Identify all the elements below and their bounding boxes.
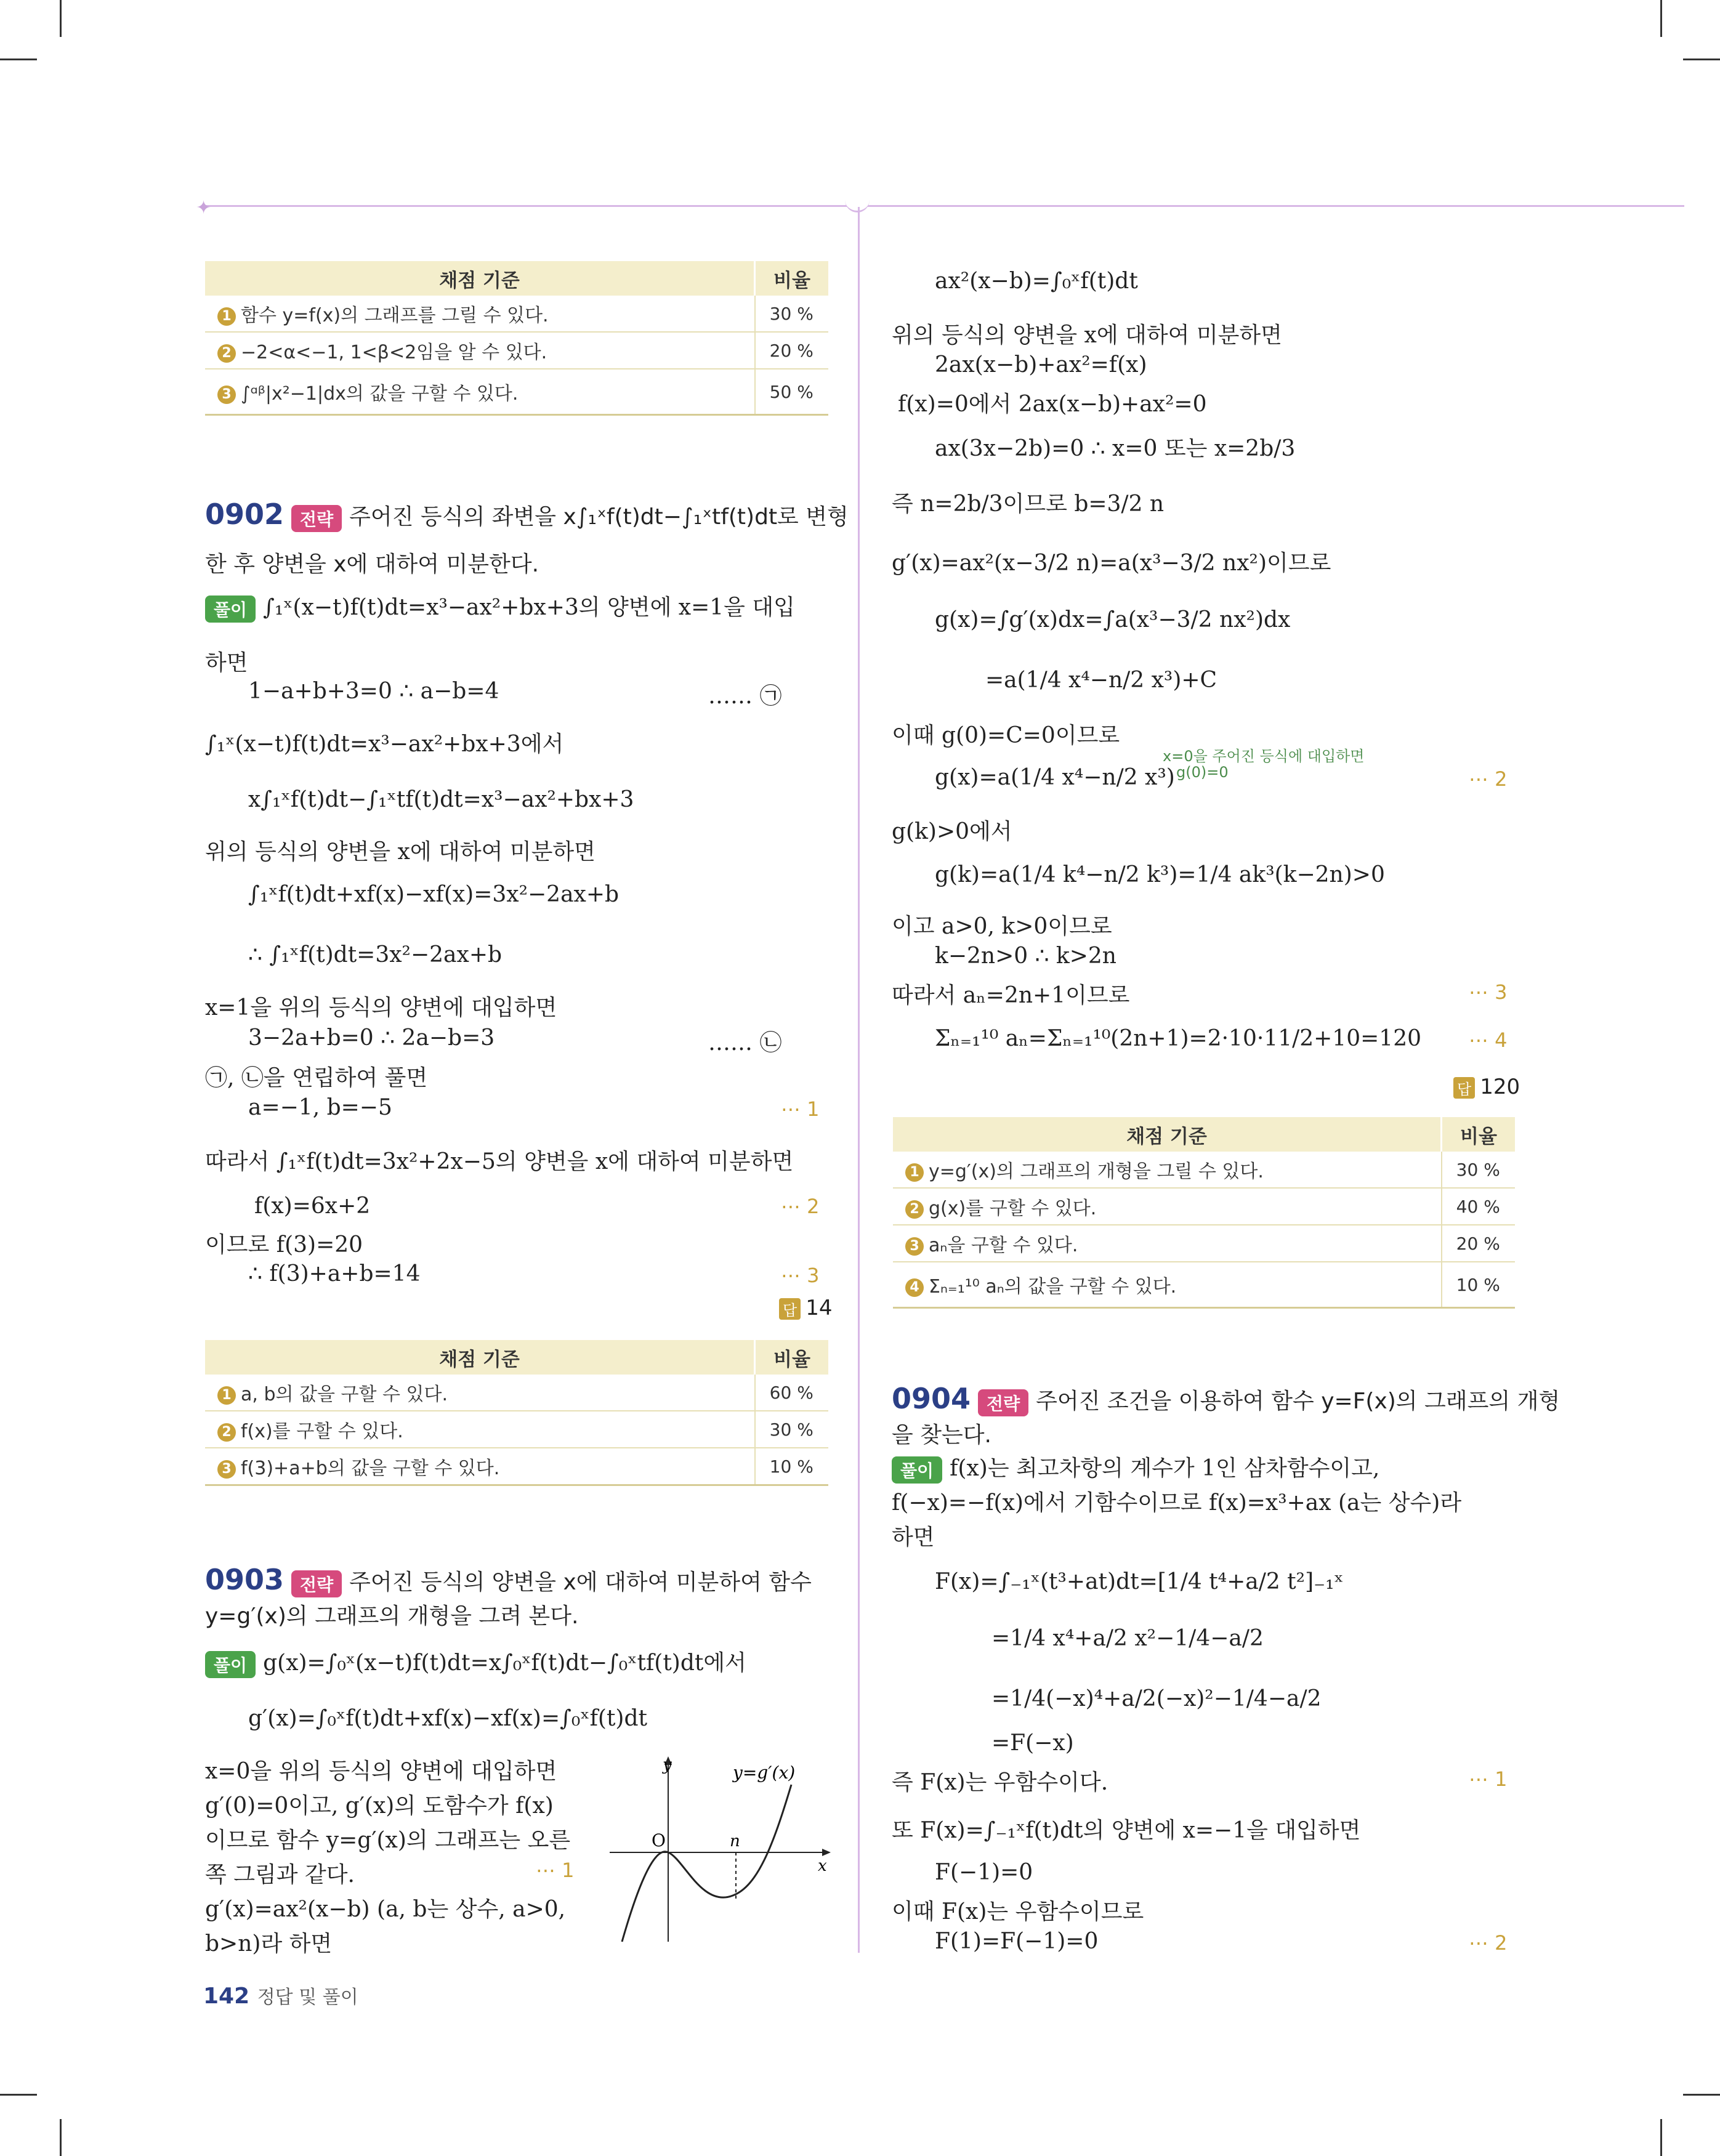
answer-value: 120 [1480,1075,1520,1099]
strategy-text-cont: y=g′(x)의 그래프의 개형을 그려 본다. [205,1604,579,1629]
strategy-tag: 전략 [291,505,342,532]
table-header-criteria: 채점 기준 [205,1340,755,1375]
solution-line: g(x)=∫g′(x)dx=∫a(x³−3/2 nx²)dx [935,607,1291,632]
solution-line [892,1451,1379,1484]
n-label: n [730,1832,740,1851]
step-mark: ⋯ 1 [536,1859,575,1882]
solution-line: 따라서 aₙ=2n+1이므로 [892,983,1130,1008]
solution-line: F(1)=F(−1)=0 [935,1929,1099,1954]
solution-line: b>n)라 하면 [205,1931,333,1956]
step-mark: ⋯ 1 [1469,1767,1508,1791]
criteria-text: −2<α<−1, 1<β<2임을 알 수 있다. [241,342,547,363]
solution-tag: 풀이 [205,1651,256,1678]
math-text: ∫₁ˣ(x−t)f(t)dt=x³−ax²+bx+3의 양변에 x=1을 대입 [263,595,795,620]
ratio-value: 30 % [1442,1152,1516,1188]
crop-mark [1683,2094,1720,2096]
solution-line: 따라서 ∫₁ˣf(t)dt=3x²+2x−5의 양변을 x에 대하여 미분하면 [205,1149,794,1174]
strategy-text: 주어진 조건을 이용하여 함수 y=F(x)의 그래프의 개형 [1036,1389,1561,1414]
solution-line: 쪽 그림과 같다. [205,1862,355,1888]
solution-line [205,1645,746,1678]
grading-table-0901 [205,261,828,416]
x-label: x [818,1857,827,1875]
step-mark: ⋯ 4 [1469,1028,1508,1052]
table-row [893,1225,1515,1262]
step-mark: ⋯ 3 [1469,980,1508,1004]
solution-line: 또 F(x)=∫₋₁ˣf(t)dt의 양변에 x=−1을 대입하면 [892,1818,1361,1843]
solution-line: k−2n>0 ∴ k>2n [935,943,1116,969]
solution-line: ㉠, ㉡을 연립하여 풀면 [205,1065,428,1091]
table-row [205,1375,828,1411]
answer-value: 14 [805,1296,833,1320]
criteria-text: y=g′(x)의 그래프의 개형을 그릴 수 있다. [929,1161,1264,1182]
criteria-text: f(x)를 구할 수 있다. [241,1421,403,1442]
answer-icon: 답 [779,1298,801,1320]
section-label: 정답 및 풀이 [257,1987,358,2008]
crop-mark [60,2119,62,2156]
solution-line: 2ax(x−b)+ax²=f(x) [935,352,1147,378]
solution-line: g(x)=a(1/4 x⁴−n/2 x³) [935,765,1175,790]
solution-line: f(x)=0에서 2ax(x−b)+ax²=0 [898,392,1207,417]
solution-line: 1−a+b+3=0 ∴ a−b=4 [248,679,499,704]
solution-line: g(k)=a(1/4 k⁴−n/2 k³)=1/4 ak³(k−2n)>0 [935,862,1385,887]
solution-line: 즉 n=2b/3이므로 b=3/2 n [892,491,1165,517]
problem-number: 0903 [205,1563,285,1596]
criteria-text: ∫ᵅᵝ|x²−1|dx의 값을 구할 수 있다. [241,383,519,405]
step-1-icon: 1 [905,1163,924,1182]
side-note: x=0을 주어진 등식에 대입하면 [1163,748,1365,765]
origin-label: O [652,1830,666,1851]
solution-line: ax²(x−b)=∫₀ˣf(t)dt [935,268,1138,294]
crop-mark [0,2094,37,2096]
solution-line: F(x)=∫₋₁ˣ(t³+at)dt=[1/4 t⁴+a/2 t²]₋₁ˣ [935,1569,1344,1594]
solution-line: ∫₁ˣf(t)dt+xf(x)−xf(x)=3x²−2ax+b [248,882,620,907]
step-1-icon: 1 [217,307,236,326]
criteria-text: 함수 y=f(x)의 그래프를 그릴 수 있다. [241,305,549,326]
header-notch [845,196,870,212]
step-3-icon: 3 [905,1237,924,1256]
solution-line: 이고 a>0, k>0이므로 [892,914,1112,939]
solution-line: g′(0)=0이고, g′(x)의 도함수가 f(x) [205,1793,554,1819]
y-label: y [663,1756,672,1774]
table-row [893,1152,1515,1188]
solution-line: 이때 F(x)는 우함수이므로 [892,1899,1144,1924]
solution-line: ∫₁ˣ(x−t)f(t)dt=x³−ax²+bx+3에서 [205,732,564,757]
step-2-icon: 2 [217,344,236,363]
step-4-icon: 4 [905,1278,924,1297]
grading-table-0903 [893,1117,1515,1309]
step-mark: ⋯ 1 [781,1097,820,1121]
strategy-text: 주어진 등식의 좌변을 x∫₁ˣf(t)dt−∫₁ˣtf(t)dt로 변형 [349,504,849,530]
strategy-text: 주어진 등식의 양변을 x에 대하여 미분하여 함수 [349,1570,812,1595]
solution-line: f(−x)=−f(x)에서 기함수이므로 f(x)=x³+ax (a는 상수)라 [892,1490,1462,1516]
solution-line: F(−1)=0 [935,1860,1033,1885]
table-header-ratio: 비율 [755,261,829,296]
solution-line: g(k)>0에서 [892,819,1012,844]
step-3-icon: 3 [217,1460,236,1479]
solution-line: f(x)=6x+2 [254,1193,371,1219]
solution-line: 이므로 f(3)=20 [205,1232,363,1258]
solution-line: 이때 g(0)=C=0이므로 [892,723,1120,748]
criteria-text: aₙ을 구할 수 있다. [929,1235,1078,1256]
table-row [205,369,828,415]
solution-line: g′(x)=ax²(x−b) (a, b는 상수, a>0, [205,1897,566,1922]
table-row [205,296,828,332]
header-rule-right [865,205,1684,207]
ratio-value: 50 % [755,369,829,415]
criteria-text: f(3)+a+b의 값을 구할 수 있다. [241,1458,500,1479]
criteria-text: Σₙ₌₁¹⁰ aₙ의 값을 구할 수 있다. [929,1276,1177,1298]
math-text: f(x)는 최고차항의 계수가 1인 삼차함수이고, [950,1456,1380,1481]
step-mark: ⋯ 2 [1469,767,1508,791]
criteria-text: g(x)를 구할 수 있다. [929,1198,1097,1219]
problem-number: 0902 [205,498,285,531]
crop-mark [1660,0,1662,37]
solution-line: 이므로 함수 y=g′(x)의 그래프는 오른 [205,1828,571,1853]
step-mark: ⋯ 3 [781,1264,820,1287]
crop-mark [1683,59,1720,60]
equation-ref: …… ㉡ [708,1030,782,1056]
solution-line: =a(1/4 x⁴−n/2 x³)+C [985,668,1217,693]
solution-line: 위의 등식의 양변을 x에 대하여 미분하면 [205,839,596,865]
solution-line: 하면 [892,1525,935,1550]
solution-line: 하면 [205,650,248,676]
star-icon: ✦ [196,197,212,219]
header-rule-left [203,205,850,207]
solution-line: 즉 F(x)는 우함수이다. [892,1770,1108,1795]
ratio-value: 60 % [755,1375,829,1411]
solution-line: a=−1, b=−5 [248,1095,392,1120]
equation-ref: …… ㉠ [708,684,782,709]
step-mark: ⋯ 2 [1469,1931,1508,1955]
table-header-ratio: 비율 [755,1340,829,1375]
solution-line: x=1을 위의 등식의 양변에 대입하면 [205,995,557,1020]
solution-line: ax(3x−2b)=0 ∴ x=0 또는 x=2b/3 [935,436,1296,461]
table-row [893,1188,1515,1225]
column-divider [858,207,860,1953]
curve-label: y=g′(x) [733,1762,796,1783]
graph-g-prime [604,1754,831,1945]
solution-line: Σₙ₌₁¹⁰ aₙ=Σₙ₌₁¹⁰(2n+1)=2·10·11/2+10=120 [935,1026,1421,1051]
solution-line [205,590,795,623]
curve-g-prime [622,1785,791,1942]
answer [779,1296,832,1320]
step-mark: ⋯ 2 [781,1195,820,1218]
solution-line: x∫₁ˣf(t)dt−∫₁ˣtf(t)dt=x³−ax²+bx+3 [248,787,634,812]
ratio-value: 20 % [1442,1225,1516,1262]
table-header-ratio: 비율 [1442,1117,1516,1152]
strategy-text-cont: 을 찾는다. [892,1423,991,1448]
ratio-value: 30 % [755,1411,829,1448]
answer [1453,1075,1520,1099]
page-number: 142 [203,1984,250,2009]
ratio-value: 20 % [755,332,829,369]
step-2-icon: 2 [905,1200,924,1219]
solution-tag: 풀이 [205,596,256,623]
solution-line: 위의 등식의 양변을 x에 대하여 미분하면 [892,323,1282,348]
step-3-icon: 3 [217,386,236,404]
solution-line: x=0을 위의 등식의 양변에 대입하면 [205,1759,557,1784]
table-row [893,1262,1515,1308]
math-text: g(x)=∫₀ˣ(x−t)f(t)dt=x∫₀ˣf(t)dt−∫₀ˣtf(t)dt에서 [263,1650,746,1676]
answer-icon: 답 [1453,1077,1475,1099]
solution-line: 3−2a+b=0 ∴ 2a−b=3 [248,1025,495,1051]
solution-line: =F(−x) [991,1730,1074,1756]
page-footer [203,1982,358,2009]
crop-mark [0,59,37,60]
solution-line: =1/4(−x)⁴+a/2(−x)²−1/4−a/2 [991,1686,1322,1711]
solution-line: ∴ ∫₁ˣf(t)dt=3x²−2ax+b [248,942,503,967]
ratio-value: 10 % [1442,1262,1516,1308]
solution-line: =1/4 x⁴+a/2 x²−1/4−a/2 [991,1626,1264,1651]
criteria-text: a, b의 값을 구할 수 있다. [241,1384,448,1405]
strategy-tag: 전략 [291,1570,342,1597]
table-row [205,1448,828,1485]
table-row [205,332,828,369]
ratio-value: 10 % [755,1448,829,1485]
problem-number: 0904 [892,1382,971,1415]
table-row [205,1411,828,1448]
solution-line: g′(x)=∫₀ˣf(t)dt+xf(x)−xf(x)=∫₀ˣf(t)dt [248,1706,647,1731]
side-note: g(0)=0 [1176,764,1229,781]
grading-table-0902 [205,1340,828,1486]
table-header-criteria: 채점 기준 [893,1117,1442,1152]
problem-0903-header [205,1563,812,1597]
solution-line: g′(x)=ax²(x−3/2 n)=a(x³−3/2 nx²)이므로 [892,551,1331,576]
ratio-value: 30 % [755,296,829,332]
solution-tag: 풀이 [892,1456,942,1484]
table-header-criteria: 채점 기준 [205,261,755,296]
step-2-icon: 2 [217,1423,236,1442]
strategy-tag: 전략 [978,1389,1028,1416]
crop-mark [1660,2119,1662,2156]
x-axis-arrow [822,1849,831,1856]
strategy-text-cont: 한 후 양변을 x에 대하여 미분한다. [205,552,539,577]
step-1-icon: 1 [217,1386,236,1405]
ratio-value: 40 % [1442,1188,1516,1225]
crop-mark [60,0,62,37]
problem-0904-header [892,1382,1560,1416]
solution-line: ∴ f(3)+a+b=14 [248,1261,421,1286]
problem-0902-header [205,498,849,532]
